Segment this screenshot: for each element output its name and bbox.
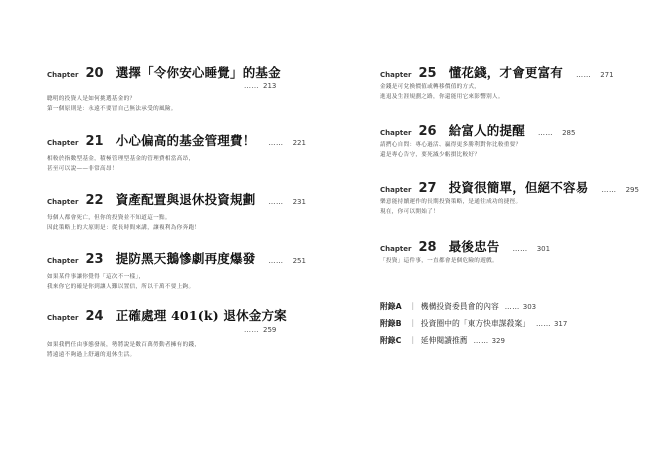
chapter-number: 22 bbox=[85, 193, 104, 208]
chapter-28-entry[interactable] bbox=[380, 236, 550, 266]
appendix-b-entry[interactable] bbox=[380, 318, 567, 329]
leader-dots: …… bbox=[512, 245, 528, 253]
chapter-page-line bbox=[244, 326, 276, 334]
chapter-page-line bbox=[244, 82, 276, 90]
appendix-title: 機構投資委員會的內容 bbox=[420, 302, 499, 311]
desc-line: 樂意能持續運作的長期投資策略，是通往成功的捷徑。 bbox=[380, 199, 522, 205]
chapter-number: 26 bbox=[418, 124, 437, 139]
chapter-page: 221 bbox=[292, 139, 306, 147]
appendix-title: 延伸閱讀推薦 bbox=[420, 336, 468, 345]
desc-line: 每個人都會死亡，但你的投資並不知道這一點。 bbox=[47, 215, 171, 221]
chapter-page: 251 bbox=[292, 257, 306, 265]
leader-dots: …… bbox=[535, 320, 551, 328]
chapter-label: Chapter bbox=[380, 186, 412, 194]
appendix-label: 附錄B bbox=[380, 319, 402, 328]
chapter-desc bbox=[380, 82, 614, 102]
chapter-desc bbox=[380, 197, 639, 217]
chapter-heading bbox=[380, 236, 550, 254]
appendix-label: 附錄A bbox=[380, 302, 402, 311]
appendix-page: 317 bbox=[553, 320, 568, 328]
chapter-number: 24 bbox=[85, 309, 104, 324]
chapter-title: 資產配置與退休投資規劃 bbox=[115, 192, 256, 207]
chapter-title: 投資很簡單，但絕不容易 bbox=[448, 180, 589, 195]
desc-line: 因此策略上的大原則是：從長時間來講，讓複利為你奔跑！ bbox=[47, 225, 201, 231]
chapter-heading bbox=[380, 177, 639, 195]
chapter-desc bbox=[47, 154, 306, 174]
chapter-label: Chapter bbox=[47, 71, 79, 79]
chapter-page: 259 bbox=[263, 326, 277, 334]
chapter-desc bbox=[380, 140, 575, 160]
leader-dots: …… bbox=[601, 186, 617, 194]
chapter-page: 285 bbox=[562, 129, 576, 137]
desc-line: 相較於指數型基金，積極管理型基金的管理費相當高昂， bbox=[47, 156, 195, 162]
desc-line: 還是專心告守，要死滅少虧損比較好？ bbox=[380, 152, 481, 158]
chapter-heading bbox=[47, 62, 281, 80]
leader-dots: …… bbox=[268, 198, 284, 206]
appendix-page: 303 bbox=[522, 303, 537, 311]
leader-dots: …… bbox=[268, 257, 284, 265]
desc-line: 「投資」這件事，一直都會是個危險的遊戲。 bbox=[380, 258, 498, 264]
leader-dots: …… bbox=[576, 71, 592, 79]
leader-dots: …… bbox=[504, 303, 520, 311]
chapter-page: 295 bbox=[625, 186, 639, 194]
chapter-number: 28 bbox=[418, 240, 437, 255]
appendix-a-entry[interactable] bbox=[380, 301, 536, 312]
chapter-desc bbox=[47, 213, 306, 233]
chapter-title: 選擇「令你安心睡覺」的基金 bbox=[115, 65, 281, 80]
chapter-title: 提防黑天鵝慘劇再度爆發 bbox=[115, 251, 256, 266]
leader-dots: …… bbox=[244, 326, 259, 334]
chapter-21-entry[interactable] bbox=[47, 130, 306, 174]
leader-dots: …… bbox=[244, 82, 259, 90]
chapter-label: Chapter bbox=[47, 314, 79, 322]
appendix-page: 329 bbox=[491, 337, 505, 345]
chapter-24-entry[interactable] bbox=[47, 305, 287, 360]
chapter-label: Chapter bbox=[47, 257, 79, 265]
desc-line: 金錢是可兌換價值或轉移價值的方式， bbox=[380, 84, 481, 90]
desc-line: 聰明的投資人是如何挑選基金的？ bbox=[47, 96, 136, 102]
chapter-title: 正確處理 401(k) 退休金方案 bbox=[115, 308, 287, 323]
chapter-heading bbox=[47, 248, 306, 266]
desc-line: 第一個原則是：永遠不要冒自己無法承受的風險。 bbox=[47, 106, 177, 112]
chapter-title: 給富人的提醒 bbox=[448, 123, 525, 138]
chapter-page: 301 bbox=[536, 245, 551, 253]
leader-dots: …… bbox=[268, 139, 284, 147]
chapter-number: 23 bbox=[85, 252, 104, 267]
chapter-number: 20 bbox=[85, 66, 104, 81]
desc-line: 現在，你可以開始了！ bbox=[380, 209, 439, 215]
separator: ｜ bbox=[409, 336, 417, 345]
chapter-20-entry[interactable] bbox=[47, 62, 281, 114]
chapter-heading bbox=[47, 305, 287, 323]
desc-line: 進退及生涯規劃之路，你還能用它來影響別人。 bbox=[380, 94, 504, 100]
separator: ｜ bbox=[409, 302, 417, 311]
desc-line: 我來你它的確是你到讓人難以置信，所以千萬不要上鉤。 bbox=[47, 284, 195, 290]
appendix-label: 附錄C bbox=[380, 336, 402, 345]
appendix-c-entry[interactable] bbox=[380, 335, 505, 346]
chapter-title: 懂花錢，才會更富有 bbox=[448, 65, 563, 80]
right-page bbox=[325, 0, 650, 461]
chapter-heading bbox=[380, 120, 575, 138]
leader-dots: …… bbox=[473, 337, 489, 345]
chapter-number: 25 bbox=[418, 66, 437, 81]
chapter-heading bbox=[47, 130, 306, 148]
chapter-label: Chapter bbox=[380, 245, 412, 253]
chapter-desc bbox=[47, 94, 281, 114]
separator: ｜ bbox=[409, 319, 417, 328]
desc-line: 請捫心自問：專心過活、贏得更多勝利對你比較重要？ bbox=[380, 142, 522, 148]
chapter-page: 213 bbox=[263, 82, 277, 90]
chapter-page: 271 bbox=[600, 71, 614, 79]
leader-dots: …… bbox=[537, 129, 553, 137]
chapter-desc bbox=[380, 256, 550, 266]
chapter-25-entry[interactable] bbox=[380, 62, 614, 102]
chapter-heading bbox=[47, 189, 306, 207]
chapter-title: 小心偏高的基金管理費！ bbox=[115, 133, 256, 148]
chapter-desc bbox=[47, 340, 287, 360]
desc-line: 如果某件事讓你覺得「這次不一樣」， bbox=[47, 274, 145, 280]
chapter-label: Chapter bbox=[380, 71, 412, 79]
chapter-number: 27 bbox=[418, 181, 437, 196]
chapter-26-entry[interactable] bbox=[380, 120, 575, 160]
chapter-23-entry[interactable] bbox=[47, 248, 306, 292]
desc-line: 甚至可以說——非常高昂！ bbox=[47, 166, 118, 172]
desc-line: 將遠遠不夠過上舒適的退休生活。 bbox=[47, 352, 136, 358]
chapter-heading bbox=[380, 62, 614, 80]
desc-line: 如果我們任由事態發展，勢將說是數百萬勞動者擁有的錢， bbox=[47, 342, 201, 348]
chapter-27-entry[interactable] bbox=[380, 177, 639, 217]
chapter-label: Chapter bbox=[380, 129, 412, 137]
chapter-page: 231 bbox=[292, 198, 306, 206]
appendix-title: 投資圈中的「東方快車謀殺案」 bbox=[420, 319, 530, 328]
chapter-22-entry[interactable] bbox=[47, 189, 306, 233]
chapter-label: Chapter bbox=[47, 139, 79, 147]
chapter-title: 最後忠告 bbox=[448, 239, 500, 254]
chapter-number: 21 bbox=[85, 134, 104, 149]
chapter-label: Chapter bbox=[47, 198, 79, 206]
chapter-desc bbox=[47, 272, 306, 292]
